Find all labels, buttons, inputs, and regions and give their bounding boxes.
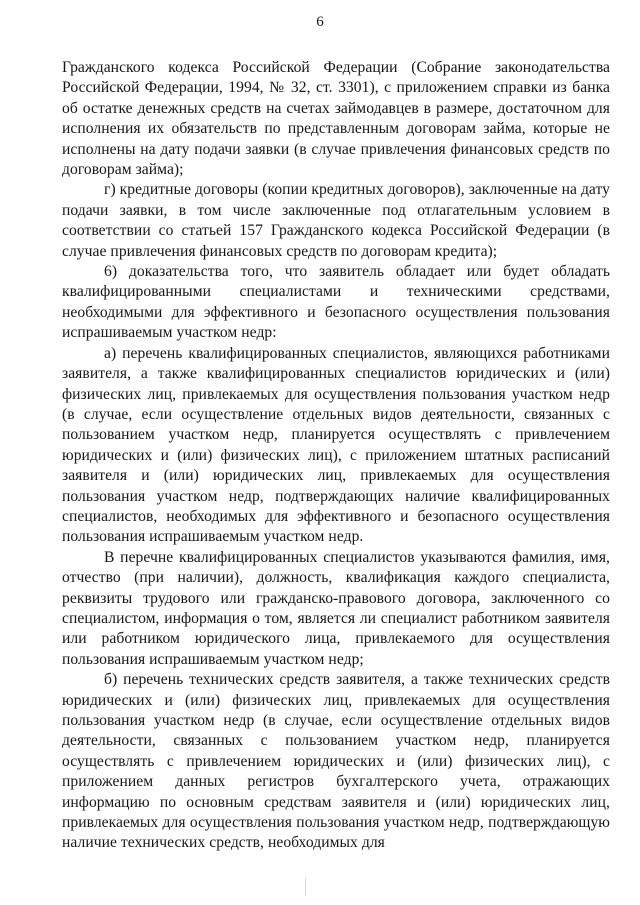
paragraph-continuation: Гражданского кодекса Российской Федерации (Собрание законодательства Российской Федерации, 1994, № 32, ст. 3301), с приложением справки из банка об остатке денежных средств на счетах займодавцев в размере, достаточном для исполнения их обязательств по представленным договорам займа, которые не исполнены на дату подачи заявки (в случае привлечения финансовых средств по договорам займа); [62,59,610,179]
scan-artifact-line [305,878,306,896]
paragraph-item-b-technical-means: б) перечень технических средств заявителя, а также технических средств юридических и (или) физических лиц, привлекаемых для осуществления пользования участком недр (в случае, если осуществление отдельных видов деятельности, связанных с пользованием участком недр, планируется осуществлять с привлечением юридических и (или) физических лиц), с приложением данных регистров бухгалтерского учета, отражающих информацию по основным средствам заявителя и (или) юридических лиц, привлекаемых для осуществления пользования участком недр, подтверждающую наличие технических средств, необходимых для [62,671,610,852]
paragraph-item-g-credit-contracts: г) кредитные договоры (копии кредитных договоров), заключенные на дату подачи заявки, в том числе заключенные под отлагательным условием в соответствии со статьей 157 Гражданского кодекса Российской Федерации (в случае привлечения финансовых средств по договорам кредита); [62,181,610,260]
paragraph-item-a-specialists-list: а) перечень квалифицированных специалистов, являющихся работниками заявителя, а также квалифицированных специалистов юридических и (или) физических лиц, привлекаемых для осуществления пользования участком недр (в случае, если осуществление отдельных видов деятельности, связанных с пользованием участком недр, планируется осуществлять с привлечением юридических и (или) физических лиц), с приложением штатных расписаний заявителя и (или) юридических лиц, привлекаемых для осуществления пользования участком недр, подтверждающих наличие квалифицированных специалистов, необходимых для эффективного и безопасного осуществления пользования испрашиваемым участком недр. [62,344,610,546]
document-body [62,58,610,854]
paragraph-item-6-evidence: 6) доказательства того, что заявитель обладает или будет обладать квалифицированными специалистами и техническими средствами, необходимыми для эффективного и безопасного осуществления пользования испрашиваемым участком недр: [62,263,610,342]
paragraph-specialists-details: В перечне квалифицированных специалистов указываются фамилия, имя, отчество (при наличии), должность, квалификация каждого специалиста, реквизиты трудового или гражданско-правового договора, заключенного со специалистом, информация о том, является ли специалист работником заявителя или работником юридического лица, привлекаемого для осуществления пользования испрашиваемым участком недр; [62,548,610,668]
page-number: 6 [316,14,324,30]
